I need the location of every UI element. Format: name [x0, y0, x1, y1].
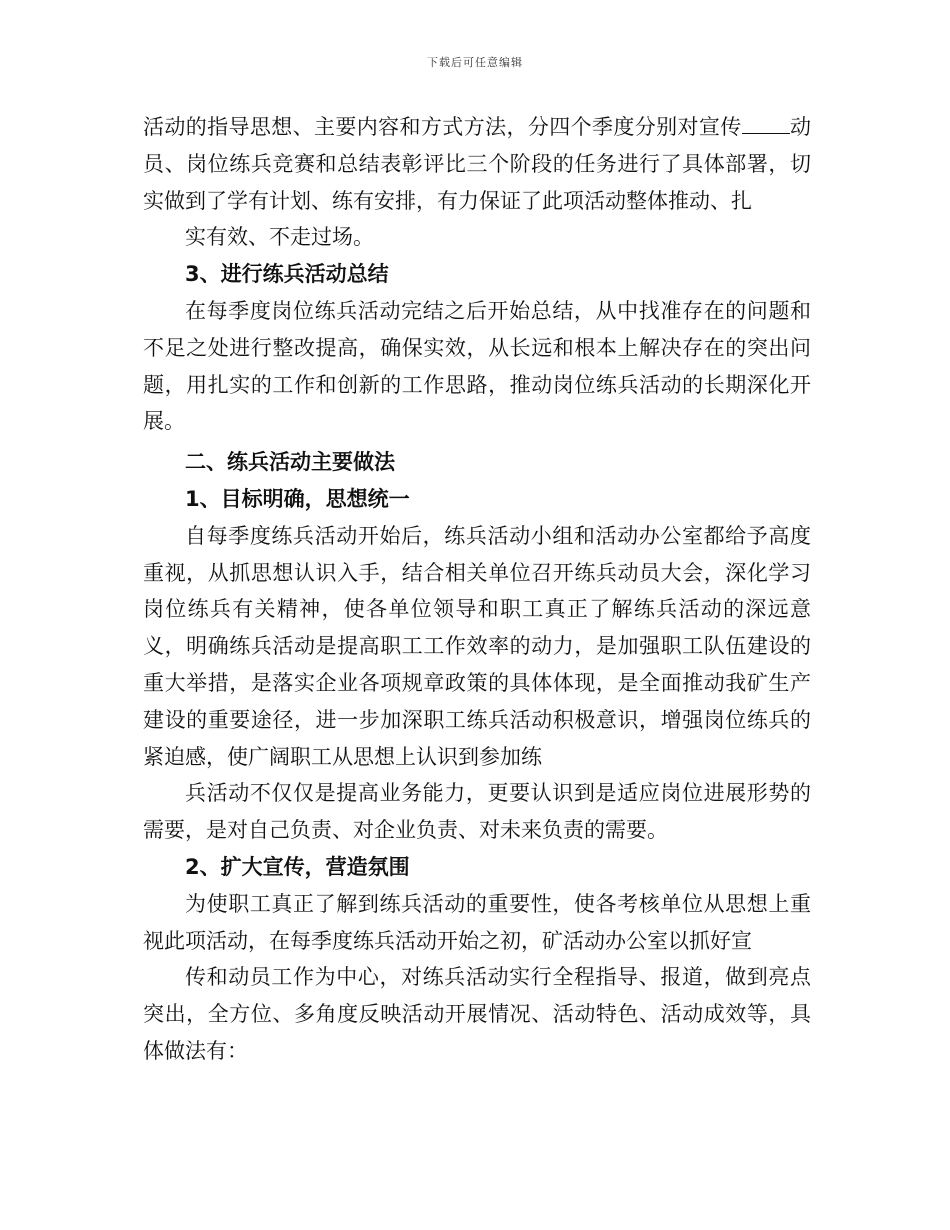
- paragraph-continuation: [143, 109, 811, 219]
- page-header: 下载后可任意编辑: [427, 56, 523, 69]
- paragraph: 兵活动不仅仅是提高业务能力，更要认识到是适应岗位进展形势的需要，是对自己负责、对企业负责、对未来负责的需要。: [143, 781, 811, 843]
- paragraph: 为使职工真正了解到练兵活动的重要性，使各考核单位从思想上重视此项活动，在每季度练兵活动开始之初，矿活动办公室以抓好宣: [143, 891, 811, 953]
- subsection-heading: 2、扩大宣传，营造氛围: [185, 854, 410, 879]
- paragraph: 自每季度练兵活动开始后，练兵活动小组和活动办公室都给予高度重视，从抓思想认识入手，结合相关单位召开练兵动员大会，深化学习岗位练兵有关精神，使各单位领导和职工真正了解练兵活动的深远意义，明确练兵活动是提高职工工作效率的动力，是加强职工队伍建设的重大举措，是落实企业各项规章政策的具体体现，是全面推动我矿生产建设的重要途径，进一步加深职工练兵活动积极意识，增强岗位练兵的紧迫感，使广阔职工从思想上认识到参加练: [143, 523, 811, 769]
- subsection-heading: 1、目标明确，思想统一: [185, 486, 410, 511]
- section-heading: 二、练兵活动主要做法: [185, 450, 395, 475]
- paragraph: 传和动员工作为中心，对练兵活动实行全程指导、报道，做到亮点突出，全方位、多角度反映活动开展情况、活动特色、活动成效等，具体做法有：: [143, 965, 811, 1063]
- document-body: [143, 109, 811, 1070]
- paragraph: 在每季度岗位练兵活动完结之后开始总结，从中找准存在的问题和不足之处进行整改提高，确保实效，从长远和根本上解决存在的突出问题，用扎实的工作和创新的工作思路，推动岗位练兵活动的长期深化开展。: [143, 298, 811, 434]
- section-heading: 3、进行练兵活动总结: [185, 262, 389, 287]
- fill-in-blank: [742, 115, 790, 134]
- paragraph-text: 动员、岗位练兵竞赛和总结表彰评比三个阶段的任务进行了具体部署，切实做到了学有计划、练有安排，有力保证了此项活动整体推动、扎: [143, 115, 812, 213]
- paragraph: 实有效、不走过场。: [185, 225, 374, 250]
- paragraph-text: 活动的指导思想、主要内容和方式方法，分四个季度分别对宣传: [143, 115, 742, 139]
